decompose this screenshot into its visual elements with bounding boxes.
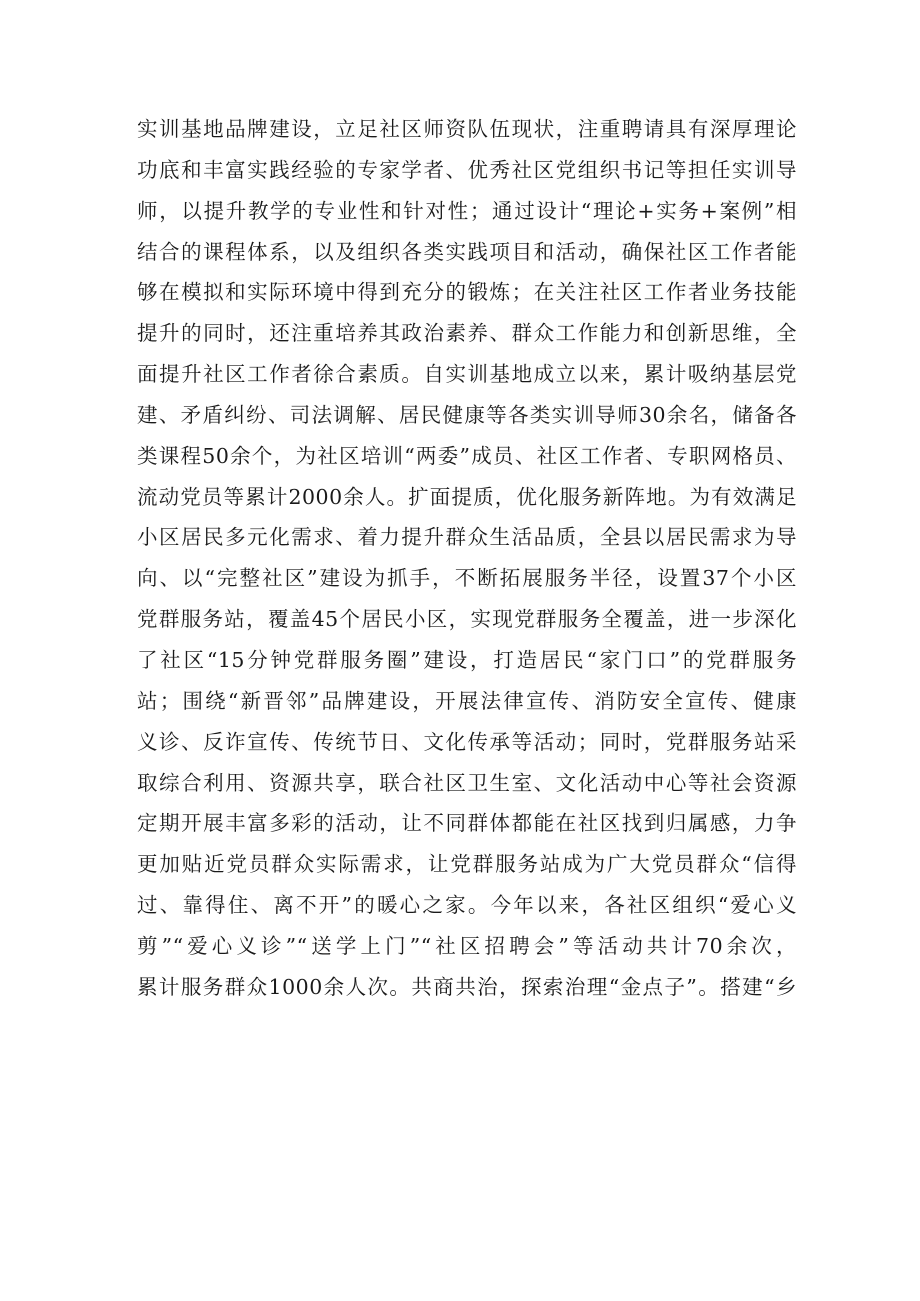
- text-line-21: 剪”“爱心义诊”“送学上门”“社区招聘会”等活动共计70余次，: [137, 933, 797, 958]
- text-line-8: 建、矛盾纠纷、司法调解、居民健康等各类实训导师30余名，储备各: [137, 402, 797, 427]
- text-line-7: 面提升社区工作者徐合素质。自实训基地成立以来，累计吸纳基层党: [137, 362, 797, 387]
- text-line-5: 够在模拟和实际环境中得到充分的锻炼；在关注社区工作者业务技能: [137, 280, 797, 305]
- text-line-1: 实训基地品牌建设，立足社区师资队伍现状，注重聘请具有深厚理论: [137, 117, 797, 141]
- text-line-22: 累计服务群众1000余人次。共商共治，探索治理“金点子”。搭建“乡: [137, 974, 797, 999]
- text-line-15: 站；围绕“新晋邻”品牌建设，开展法律宣传、消防安全宣传、健康: [137, 688, 797, 713]
- text-line-11: 小区居民多元化需求、着力提升群众生活品质，全县以居民需求为导: [137, 525, 797, 550]
- text-line-16: 义诊、反诈宣传、传统节日、文化传承等活动；同时，党群服务站采: [137, 729, 797, 754]
- text-line-13: 党群服务站，覆盖45个居民小区，实现党群服务全覆盖，进一步深化: [137, 607, 797, 632]
- text-line-6: 提升的同时，还注重培养其政治素养、群众工作能力和创新思维，全: [137, 321, 797, 346]
- text-line-10: 流动党员等累计2000余人。扩面提质，优化服务新阵地。为有效满足: [137, 484, 797, 509]
- text-line-18: 定期开展丰富多彩的活动，让不同群体都能在社区找到归属感，力争: [137, 811, 797, 836]
- text-line-14: 了社区“15分钟党群服务圈”建设，打造居民“家门口”的党群服务: [137, 647, 797, 672]
- body-paragraph: [137, 109, 797, 1008]
- text-line-2: 功底和丰富实践经验的专家学者、优秀社区党组织书记等担任实训导: [137, 157, 797, 182]
- text-line-4: 结合的课程体系，以及组织各类实践项目和活动，确保社区工作者能: [137, 239, 797, 264]
- text-line-9: 类课程50余个，为社区培训“两委”成员、社区工作者、专职网格员、: [137, 443, 797, 468]
- text-line-20: 过、靠得住、离不开”的暖心之家。今年以来，各社区组织“爱心义: [137, 893, 797, 918]
- text-line-17: 取综合利用、资源共享，联合社区卫生室、文化活动中心等社会资源: [137, 770, 797, 795]
- text-line-19: 更加贴近党员群众实际需求，让党群服务站成为广大党员群众“信得: [137, 852, 797, 877]
- text-line-12: 向、以“完整社区”建设为抓手，不断拓展服务半径，设置37个小区: [137, 566, 797, 591]
- text-line-3: 师，以提升教学的专业性和针对性；通过设计“理论+实务+案例”相: [137, 198, 797, 223]
